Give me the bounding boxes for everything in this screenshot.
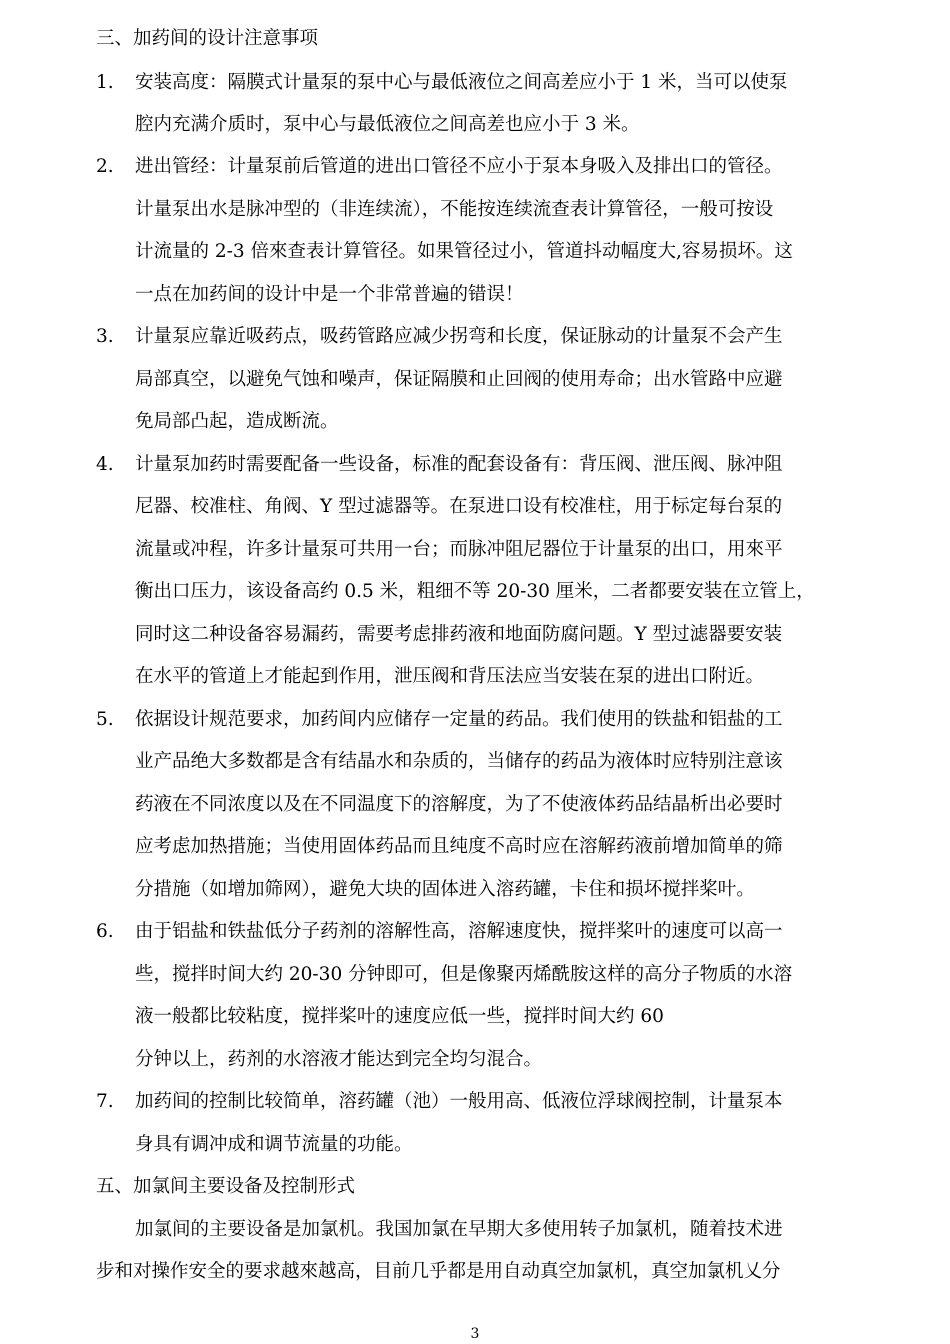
list-text-line: 衡出口压力，该设备高约 0.5 米，粗细不等 20-30 厘米，二者都要安装在立管上， — [135, 581, 815, 602]
list-number: 5. — [96, 709, 114, 730]
list-text-line: 身具有调冲成和调节流量的功能。 — [135, 1134, 413, 1155]
list-text-line: 免局部凸起，造成断流。 — [135, 411, 339, 432]
list-text-line: 局部真空，以避免气蚀和噪声，保证隔膜和止回阀的使用寿命；出水管路中应避 — [135, 369, 783, 390]
paragraph-line: 加氯间的主要设备是加氯机。我国加氯在早期大多使用转子加氯机，随着技术进 — [135, 1219, 783, 1240]
list-number: 6. — [96, 921, 114, 942]
list-text-line: 流量或冲程，许多计量泵可共用一台；而脉冲阻尼器位于计量泵的出口，用來平 — [135, 539, 783, 560]
paragraph-line: 步和对操作安全的要求越來越高，目前几乎都是用自动真空加氯机，真空加氯机乂分 — [96, 1261, 781, 1282]
list-text-line: 一点在加药间的设计中是一个非常普遍的错误！ — [135, 284, 524, 305]
list-text-line: 在水平的管道上才能起到作用，泄压阀和背压法应当安装在泵的进出口附近。 — [135, 666, 765, 687]
list-text-line: 应考虑加热措施；当使用固体药品而且纯度不高时应在溶解药液前增加简单的筛 — [135, 836, 783, 857]
list-text-line: 计量泵应靠近吸药点，吸药管路应减少拐弯和长度，保证脉动的计量泵不会产生 — [135, 326, 783, 347]
list-text-line: 进出管经：计量泵前后管道的进出口管径不应小于泵本身吸入及排出口的管径。 — [135, 156, 783, 177]
list-number: 3. — [96, 326, 114, 347]
section-heading-3: 三、加药间的设计注意事项 — [96, 28, 319, 49]
list-text-line: 依据设计规范要求，加药间内应储存一定量的药品。我们使用的铁盐和铝盐的工 — [135, 709, 783, 730]
list-text-line: 由于铝盐和铁盐低分子药剂的溶解性高，溶解速度快，搅拌桨叶的速度可以高一 — [135, 921, 783, 942]
list-text-line: 安装高度：隔膜式计量泵的泵中心与最低液位之间高差应小于 1 米，当可以使泵 — [135, 72, 788, 93]
list-text-line: 尼器、校准柱、角阀、Y 型过滤器等。在泵进口设有校准柱，用于标定每台泵的 — [135, 496, 783, 517]
list-text-line: 些，搅拌时间大约 20-30 分钟即可，但是像聚丙烯酰胺这样的高分子物质的水溶 — [135, 964, 793, 985]
section-heading-5: 五、加氯间主要设备及控制形式 — [96, 1176, 356, 1197]
list-text-line: 同时这二种设备容易漏药，需要考虑排药液和地面防腐问题。Y 型过滤器要安装 — [135, 624, 783, 645]
list-text-line: 计流量的 2-3 倍來查表计算管径。如果管径过小，管道抖动幅度大,容易损坏。这 — [135, 241, 793, 262]
list-text-line: 腔内充满介质时，泵中心与最低液位之间高差也应小于 3 米。 — [135, 114, 640, 135]
list-text-line: 加药间的控制比较简单，溶药罐（池）一般用高、低液位浮球阀控制，计量泵本 — [135, 1091, 783, 1112]
list-number: 7. — [96, 1091, 114, 1112]
list-text-line: 液一般都比较粘度，搅拌桨叶的速度应低一些，搅拌时间大约 60 — [135, 1006, 664, 1027]
list-text-line: 业产品绝大多数都是含有结晶水和杂质的，当储存的药品为液体时应特别注意该 — [135, 751, 783, 772]
list-text-line: 分钟以上，药剂的水溶液才能达到完全均匀混合。 — [135, 1049, 543, 1070]
list-text-line: 分措施（如增加筛网），避免大块的固体进入溶药罐，卡住和损坏搅拌桨叶。 — [135, 879, 755, 900]
page-number: 3 — [470, 1326, 480, 1342]
list-text-line: 计量泵出水是脉冲型的（非连续流），不能按连续流查表计算管径，一般可按设 — [135, 199, 774, 220]
list-text-line: 计量泵加药时需要配备一些设备，标准的配套设备有：背压阀、泄压阀、脉冲阻 — [135, 454, 783, 475]
list-text-line: 药液在不同浓度以及在不同温度下的溶解度，为了不使液体药品结晶析出必要时 — [135, 794, 783, 815]
list-number: 2. — [96, 156, 114, 177]
list-number: 4. — [96, 454, 114, 475]
list-number: 1. — [96, 72, 114, 93]
